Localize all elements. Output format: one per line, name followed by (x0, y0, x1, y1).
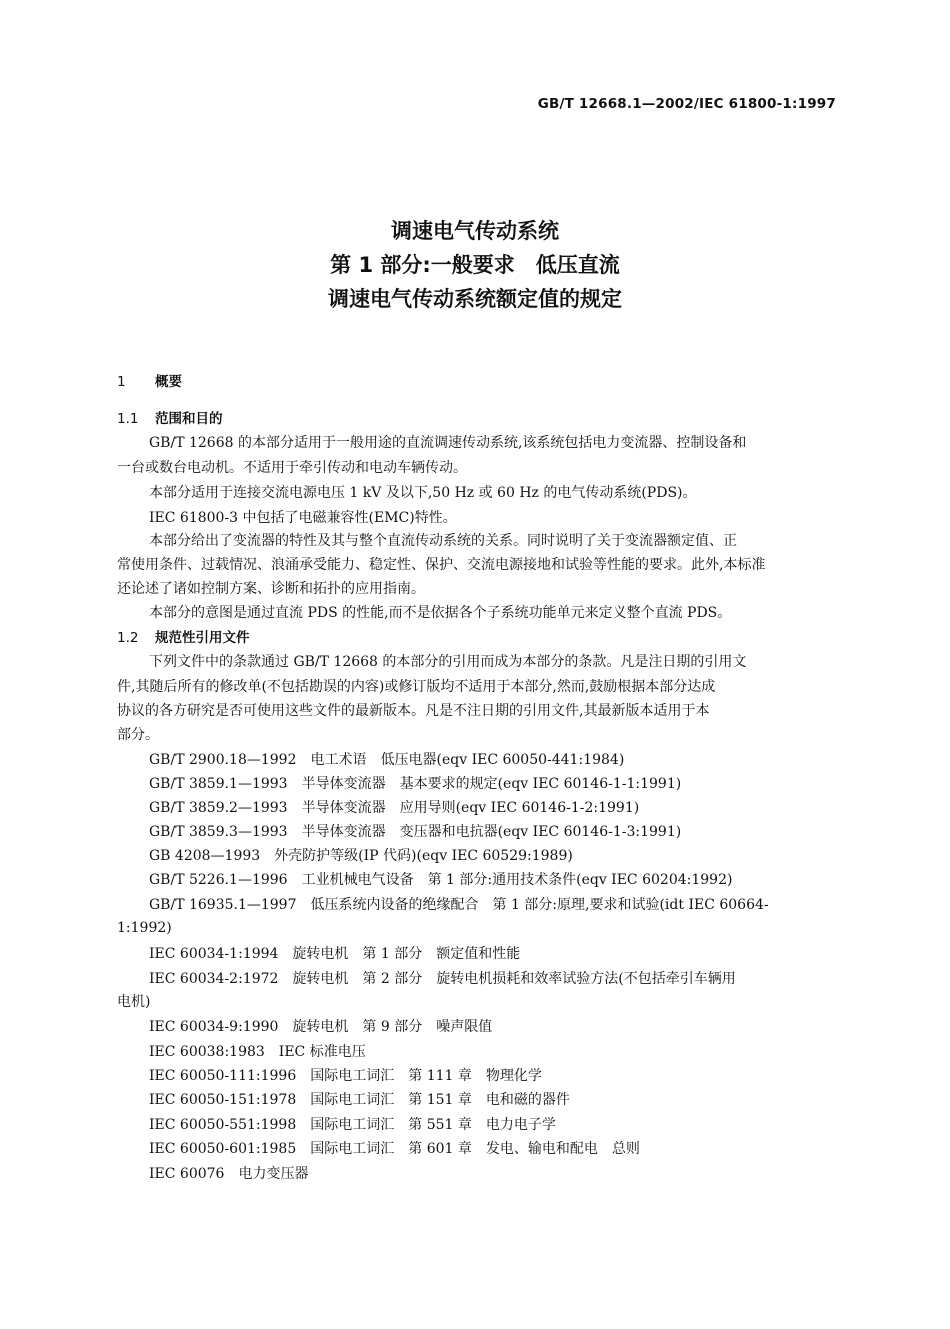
paragraph-line: 件,其随后所有的修改单(不包括勘误的内容)或修订版均不适用于本部分,然而,鼓励根据本部分达成 (117, 679, 716, 695)
title-line-1: 调速电气传动系统 (391, 219, 559, 243)
reference-item: IEC 60034-2:1972 旋转电机 第 2 部分 旋转电机损耗和效率试验方法(不包括牵引车辆用 (149, 971, 736, 987)
paragraph-line: 一台或数台电动机。不适用于牵引传动和电动车辆传动。 (117, 460, 467, 476)
paragraph-line: 部分。 (117, 727, 159, 743)
reference-item: GB/T 3859.1—1993 半导体变流器 基本要求的规定(eqv IEC 60146-1-1:1991) (149, 776, 682, 792)
reference-item: GB/T 3859.2—1993 半导体变流器 应用导则(eqv IEC 60146-1-2:1991) (149, 800, 640, 816)
section-number: 1 (117, 374, 126, 390)
paragraph-line: IEC 61800-3 中包括了电磁兼容性(EMC)特性。 (149, 510, 457, 526)
reference-item-continuation: 1:1992) (117, 920, 172, 936)
document-title (0, 214, 950, 316)
paragraph-line: 协议的各方研究是否可使用这些文件的最新版本。凡是不注日期的引用文件,其最新版本适用于本 (117, 703, 710, 719)
reference-item: IEC 60076 电力变压器 (149, 1166, 309, 1182)
paragraph-line: 本部分的意图是通过直流 PDS 的性能,而不是依据各个子系统功能单元来定义整个直流 PDS。 (149, 605, 732, 621)
paragraph-line: 下列文件中的条款通过 GB/T 12668 的本部分的引用而成为本部分的条款。凡是注日期的引用文 (149, 654, 747, 670)
paragraph-line: GB/T 12668 的本部分适用于一般用途的直流调速传动系统,该系统包括电力变流器、控制设备和 (149, 435, 747, 451)
section-title: 规范性引用文件 (155, 630, 250, 646)
section-heading-1 (117, 372, 182, 392)
reference-item: IEC 60050-601:1985 国际电工词汇 第 601 章 发电、输电和配电 总则 (149, 1141, 640, 1157)
section-heading-1-1 (117, 409, 223, 429)
standard-code: GB/T 12668.1—2002/IEC 61800-1:1997 (537, 96, 836, 112)
reference-item-continuation: 电机) (117, 994, 151, 1010)
reference-item: IEC 60034-9:1990 旋转电机 第 9 部分 噪声限值 (149, 1019, 493, 1035)
reference-item: IEC 60038:1983 IEC 标准电压 (149, 1044, 366, 1060)
reference-item: IEC 60050-111:1996 国际电工词汇 第 111 章 物理化学 (149, 1068, 542, 1084)
reference-item: GB/T 2900.18—1992 电工术语 低压电器(eqv IEC 60050-441:1984) (149, 752, 625, 768)
section-number: 1.1 (117, 411, 139, 427)
reference-item: GB/T 16935.1—1997 低压系统内设备的绝缘配合 第 1 部分:原理,要求和试验(idt IEC 60664- (149, 897, 769, 913)
reference-item: GB/T 5226.1—1996 工业机械电气设备 第 1 部分:通用技术条件(eqv IEC 60204:1992) (149, 872, 733, 888)
reference-item: IEC 60050-551:1998 国际电工词汇 第 551 章 电力电子学 (149, 1117, 556, 1133)
section-title: 范围和目的 (155, 411, 223, 427)
section-title: 概要 (155, 374, 182, 390)
title-line-2: 第 1 部分:一般要求 低压直流 (330, 253, 620, 277)
reference-item: IEC 60034-1:1994 旋转电机 第 1 部分 额定值和性能 (149, 946, 521, 962)
section-number: 1.2 (117, 630, 139, 646)
reference-item: GB/T 3859.3—1993 半导体变流器 变压器和电抗器(eqv IEC 60146-1-3:1991) (149, 824, 682, 840)
paragraph-line: 本部分给出了变流器的特性及其与整个直流传动系统的关系。同时说明了关于变流器额定值、正 (149, 533, 737, 549)
paragraph-line: 本部分适用于连接交流电源电压 1 kV 及以下,50 Hz 或 60 Hz 的电气传动系统(PDS)。 (149, 485, 697, 501)
section-heading-1-2 (117, 628, 250, 648)
reference-item: GB 4208—1993 外壳防护等级(IP 代码)(eqv IEC 60529:1989) (149, 848, 573, 864)
reference-item: IEC 60050-151:1978 国际电工词汇 第 151 章 电和磁的器件 (149, 1092, 570, 1108)
title-line-3: 调速电气传动系统额定值的规定 (328, 287, 622, 311)
paragraph-line: 还论述了诸如控制方案、诊断和拓扑的应用指南。 (117, 581, 425, 597)
paragraph-line: 常使用条件、过载情况、浪涌承受能力、稳定性、保护、交流电源接地和试验等性能的要求。此外,本标准 (117, 557, 766, 573)
